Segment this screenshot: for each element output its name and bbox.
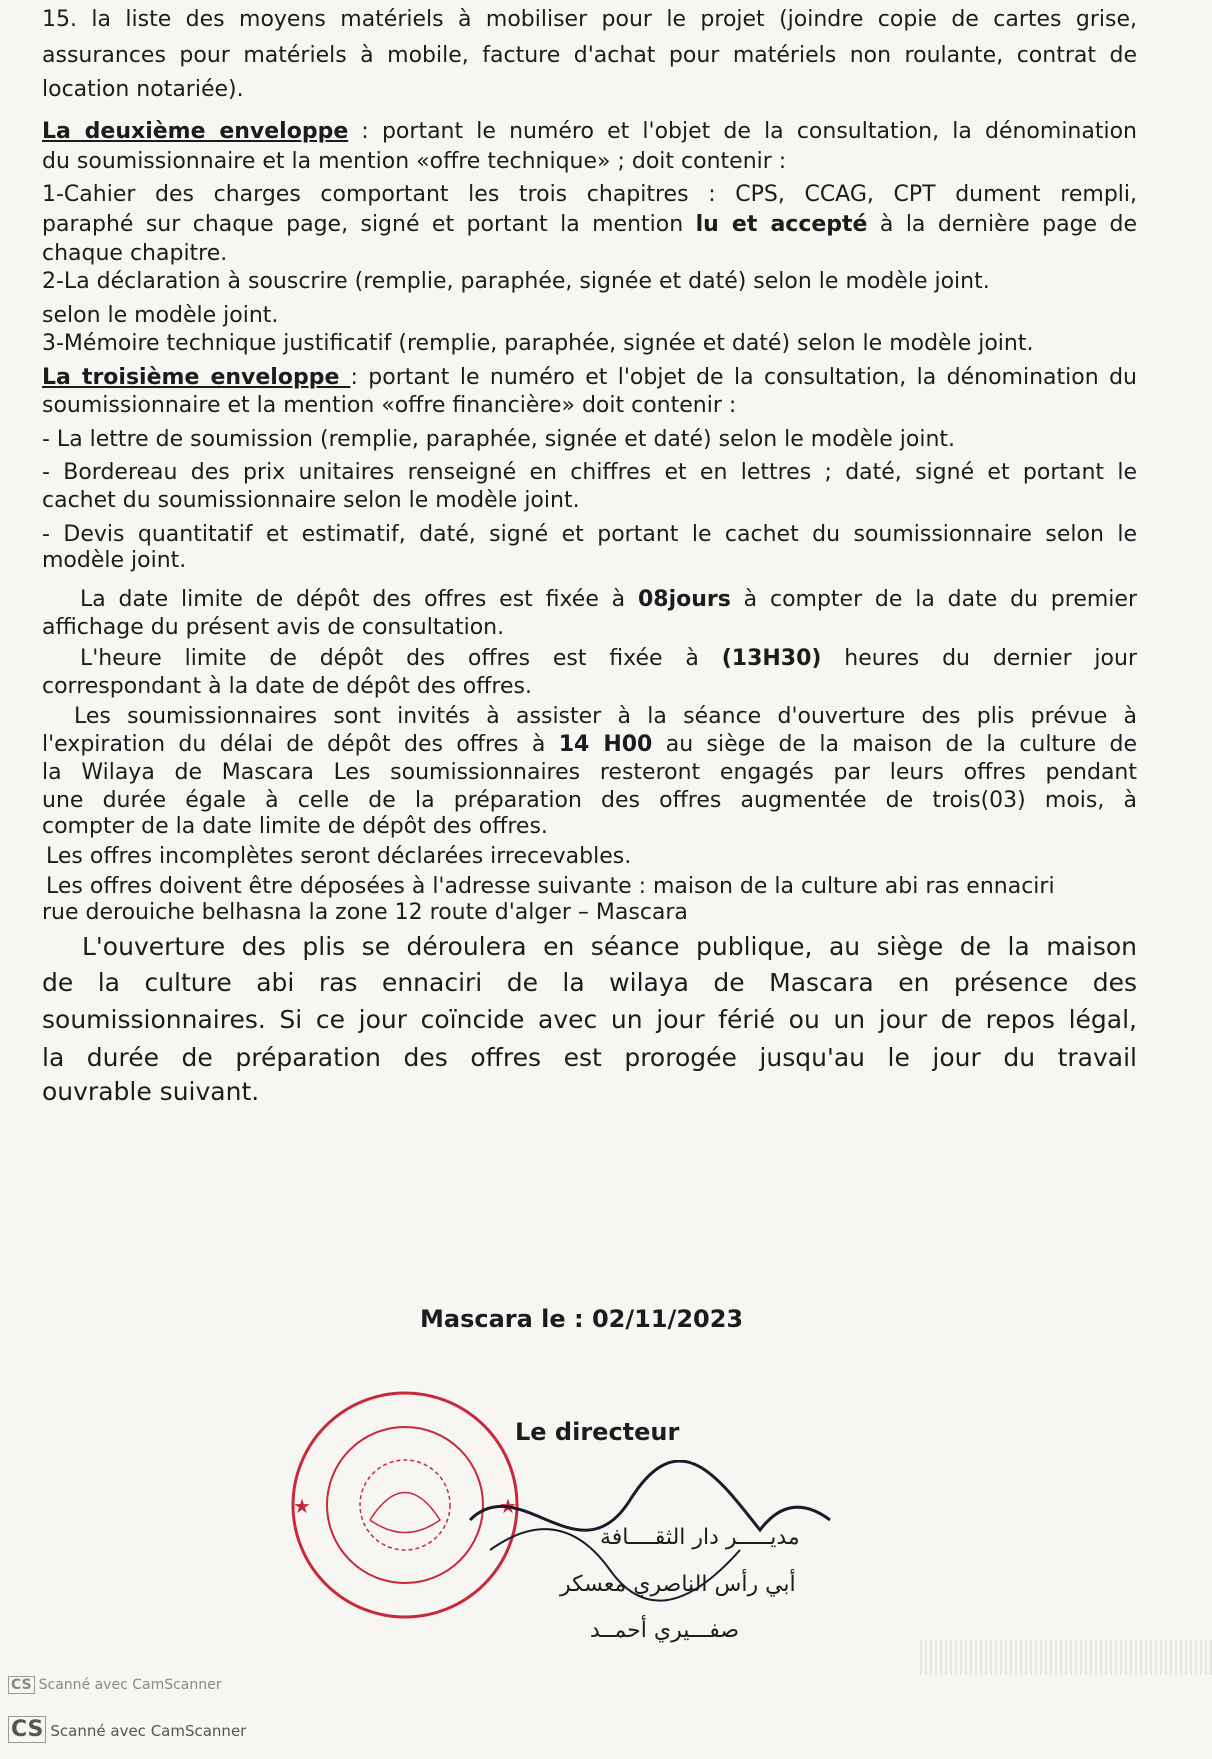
env3-item2-line2: cachet du soumissionnaire selon le modèle joint.: [42, 488, 580, 513]
env3-line2: soumissionnaire et la mention «offre financière» doit contenir :: [42, 393, 737, 418]
item15-line1: 15. la liste des moyens matériels à mobiliser pour le projet (joindre copie de cartes grise,: [42, 7, 1137, 32]
deadline-p2-line2: correspondant à la date de dépôt des offres.: [42, 674, 532, 699]
camscanner-watermark: [8, 1716, 246, 1743]
arabic-person-name: صفـــيري أحمــد: [590, 1618, 740, 1643]
deadline-p3-line2: [42, 731, 1137, 759]
opening-line4: la durée de préparation des offres est prorogée jusqu'au le jour du travail: [42, 1043, 1137, 1072]
arabic-institution-line: أبي رأس الناصري معسكر: [560, 1572, 796, 1597]
deadline-p3-line1: Les soumissionnaires sont invités à assister à la séance d'ouverture des plis prévue à: [74, 704, 1137, 729]
cs-logo-icon-2: CS: [8, 1716, 46, 1743]
director-title: Le directeur: [515, 1418, 680, 1446]
camscanner-watermark-faint: [8, 1676, 222, 1694]
deadline-p1-line2: affichage du présent avis de consultation.: [42, 615, 505, 640]
env3-item2-line1: - Bordereau des prix unitaires renseigné en chiffres et en lettres ; daté, signé et portant le: [42, 460, 1137, 485]
item15-line3: location notariée).: [42, 77, 244, 102]
env3-line1-rest: : portant le numéro et l'objet de la consultation, la dénomination du: [350, 365, 1137, 390]
env2-line2: du soumissionnaire et la mention «offre technique» ; doit contenir :: [42, 149, 787, 174]
env2-line1: [42, 118, 1137, 146]
deadline-p2-c: heures du dernier jour: [821, 646, 1137, 671]
deadline-days: 08jours: [637, 587, 731, 612]
env2-item3: 3-Mémoire technique justificatif (remplie, paraphée, signée et daté) selon le modèle joint.: [42, 331, 1034, 356]
env2-item1-line1: 1-Cahier des charges comportant les trois chapitres : CPS, CCAG, CPT dument rempli,: [42, 182, 1137, 207]
env3-item3-line1: - Devis quantitatif et estimatif, daté, signé et portant le cachet du soumissionnaire selon le: [42, 522, 1137, 547]
main-text: [42, 0, 1137, 1110]
arabic-director-title: مديـــــر دار الثقــــافة: [600, 1525, 800, 1550]
deadline-p3-line3: la Wilaya de Mascara Les soumissionnaires resteront engagés par leurs offres pendant: [42, 760, 1137, 785]
env2-item1-line2-c: à la dernière page de: [867, 212, 1137, 237]
opening-line5: ouvrable suivant.: [42, 1077, 260, 1106]
deadline-hour: (13H30): [721, 646, 822, 671]
camscanner-text-2: Scanné avec CamScanner: [50, 1722, 247, 1740]
env2-item1-line2-bold: lu et accepté: [695, 212, 868, 237]
deadline-p2-line1: [80, 645, 1137, 673]
deadline-p5-line1: Les offres doivent être déposées à l'adresse suivante : maison de la culture abi ras ennaciri: [46, 874, 1055, 899]
opening-line2: de la culture abi ras ennaciri de la wilaya de Mascara en présence des: [42, 968, 1137, 997]
env2-heading: La deuxième enveloppe: [42, 119, 349, 144]
env3-heading: La troisième enveloppe: [42, 365, 351, 390]
item15-line2: assurances pour matériels à mobile, facture d'achat pour matériels non roulante, contrat de: [42, 43, 1137, 68]
opening-line3: soumissionnaires. Si ce jour coïncide avec un jour férié ou un jour de repos légal,: [42, 1005, 1137, 1034]
camscanner-text-1: Scanné avec CamScanner: [38, 1677, 222, 1693]
deadline-p2-a: L'heure limite de dépôt des offres est fixée à: [80, 646, 722, 671]
deadline-p3-line5: compter de la date limite de dépôt des offres.: [42, 814, 548, 839]
env2-line1-rest: : portant le numéro et l'objet de la consultation, la dénomination: [348, 119, 1137, 144]
deadline-p3-c: au siège de la maison de la culture de: [652, 732, 1137, 757]
deadline-p5-line2: rue derouiche belhasna la zone 12 route d'alger – Mascara: [42, 900, 688, 925]
deadline-p3-line4: une durée égale à celle de la préparation des offres augmentée de trois(03) mois, à: [42, 788, 1137, 813]
deadline-p1-a: La date limite de dépôt des offres est fixée à: [80, 587, 638, 612]
env3-line1: [42, 364, 1137, 392]
cs-logo-icon: CS: [8, 1676, 35, 1694]
env3-item1: - La lettre de soumission (remplie, paraphée, signée et daté) selon le modèle joint.: [42, 427, 956, 452]
deadline-p4: Les offres incomplètes seront déclarées irrecevables.: [46, 844, 632, 869]
env2-item2-line2: selon le modèle joint.: [42, 303, 279, 328]
svg-text:★: ★: [499, 1494, 517, 1518]
deadline-p1-c: à compter de la date du premier: [730, 587, 1137, 612]
env3-item3-line2: modèle joint.: [42, 548, 187, 573]
env2-item1-line2: [42, 211, 1137, 239]
svg-text:★: ★: [293, 1494, 311, 1518]
env2-item1-line2-a: paraphé sur chaque page, signé et portant la mention: [42, 212, 696, 237]
env2-item2-line1: 2-La déclaration à souscrire (remplie, paraphée, signée et daté) selon le modèle joint.: [42, 269, 990, 294]
place-date: Mascara le : 02/11/2023: [420, 1305, 744, 1333]
deadline-p3-a: l'expiration du délai de dépôt des offres à: [42, 732, 559, 757]
env2-item1-line3: chaque chapitre.: [42, 241, 228, 266]
scan-noise: [920, 1640, 1212, 1675]
opening-line1: L'ouverture des plis se déroulera en séance publique, au siège de la maison: [82, 932, 1137, 961]
opening-time: 14 H00: [558, 732, 653, 757]
deadline-p1-line1: [80, 586, 1137, 614]
